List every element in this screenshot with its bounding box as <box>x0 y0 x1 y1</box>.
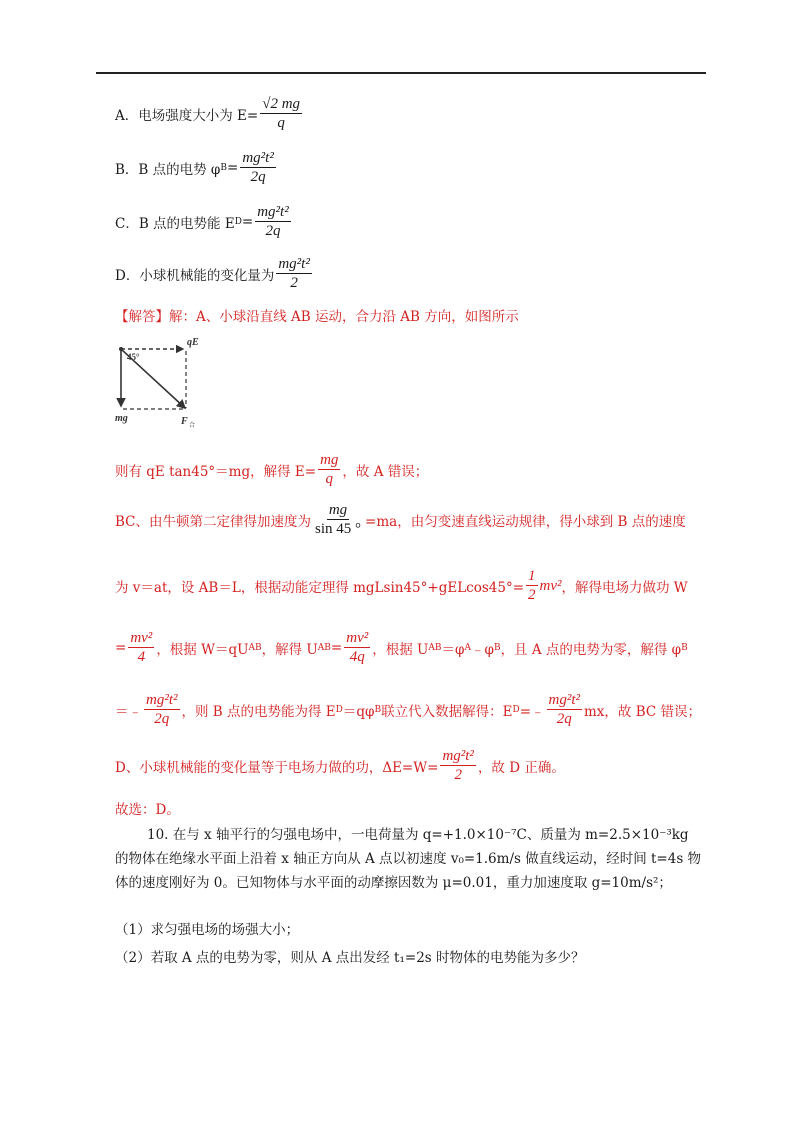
fraction: $\frac{\text{mv²}}{4q}$ <box>346 630 369 665</box>
fraction: $\frac{1}{2}$ <box>528 568 536 603</box>
solution-line-6: D、小球机械能的变化量等于电场力做的功，ΔE=W= $\frac{\text{mg²t²}}{2}$ ，故 D 正确。 <box>115 748 565 783</box>
header-rule <box>96 72 706 74</box>
option-a <box>115 96 304 132</box>
option-d-fraction: $\frac{\text{mg²t²}}{2}$ <box>278 256 310 291</box>
fraction: $\frac{mg}{q}$ <box>320 452 339 487</box>
label-qe: qE <box>187 337 199 348</box>
option-a-fraction: $\frac{√2 mg}{q}$ <box>262 96 301 131</box>
solution-line-2: BC、由牛顿第二定律得加速度为 $\frac{mg}{\sin 45 ^\circ}$ =ma，由匀变速直线运动规律，得小球到 B 点的速度 <box>115 502 686 537</box>
solution-intro: 【解答】 解：A、小球沿直线 AB 运动，合力沿 AB 方向，如图所示 <box>115 305 519 325</box>
option-c: C．B 点的电势能 E D = $\frac{\text{mg²t²}}{2q}$ <box>115 204 289 239</box>
solution-line-1: 则有 qE tan45°＝mg，解得 E= $\frac{mg}{q}$ ，故 A 错误； <box>115 452 429 487</box>
fraction: $\frac{mg}{\sin 45 ^\circ}$ <box>315 502 362 537</box>
option-b-fraction: $\frac{\text{mg²t²}}{2q}$ <box>242 150 274 185</box>
force-diagram-svg <box>113 336 213 430</box>
option-d-label: D．小球机械能的变化量为 <box>115 268 275 284</box>
option-c-fraction: $\frac{\text{mg²t²}}{2q}$ <box>257 204 289 239</box>
solution-header: 【解答】 <box>115 309 169 325</box>
solution-line-5: ＝﹣ $\frac{\text{mg²t²}}{2q}$ ，则 B 点的电势能为得 E D ＝qφ B 联立代入数据解得：E D =﹣ $\frac{\text{mg²t²}}{2q}$ mx，故 BC 错误； <box>115 692 701 727</box>
label-mg: mg <box>115 413 128 424</box>
fraction: $\frac{\text{mv²}}{4}$ <box>130 630 153 665</box>
option-a-label: A．电场强度大小为 E= <box>115 108 259 124</box>
question-10-part-2: （2）若取 A 点的电势为零，则从 A 点出发经 t₁=2s 时物体的电势能为多少？ <box>115 950 585 966</box>
label-f-sub: 合 <box>189 422 196 429</box>
solution-answer: 故选：D。 <box>115 802 180 818</box>
fraction: $\frac{\text{mg²t²}}{2}$ <box>442 748 474 783</box>
solution-line-3: 为 v＝at，设 AB＝L，根据动能定理得 mgLsin45°+gELcos45°= $\frac{1}{2}$ mv² ，解得电场力做功 W <box>115 568 688 603</box>
option-b-label: B．B 点的电势 φ <box>115 162 221 178</box>
option-b: B．B 点的电势 φ B = $\frac{\text{mg²t²}}{2q}$ <box>115 150 274 185</box>
fraction: $\frac{\text{mg²t²}}{2q}$ <box>548 692 580 727</box>
label-f: F <box>181 416 188 427</box>
question-10-stem: 10. 在与 x 轴平行的匀强电场中，一电荷量为 q=+1.0×10⁻⁷C、质量为 m=2.5×10⁻³kg 的物体在绝缘水平面上沿着 x 轴正方向从 A 点以初速度 v₀=1.6m/s 做直线运动，经时间 t=4s 物体的速度刚好为 0。已知物体与水平面的动摩擦因数为 μ=0.01，重力加速度取 g=10m/s²； <box>115 827 702 891</box>
force-diagram <box>113 336 213 430</box>
solution-line-4: = $\frac{\text{mv²}}{4}$ ，根据 W＝qU AB ，解得 U AB = $\frac{\text{mv²}}{4q}$ ，根据 U AB ＝φ A ﹣φ B ，且 A 点的电势为零，解得 φ B <box>115 630 688 665</box>
label-angle: 45° <box>127 352 140 362</box>
option-c-label: C．B 点的电势能 E <box>115 216 235 232</box>
option-d <box>115 256 314 292</box>
question-10-part-1: （1）求匀强电场的场强大小； <box>115 922 300 938</box>
fraction: $\frac{\text{mg²t²}}{2q}$ <box>146 692 178 727</box>
